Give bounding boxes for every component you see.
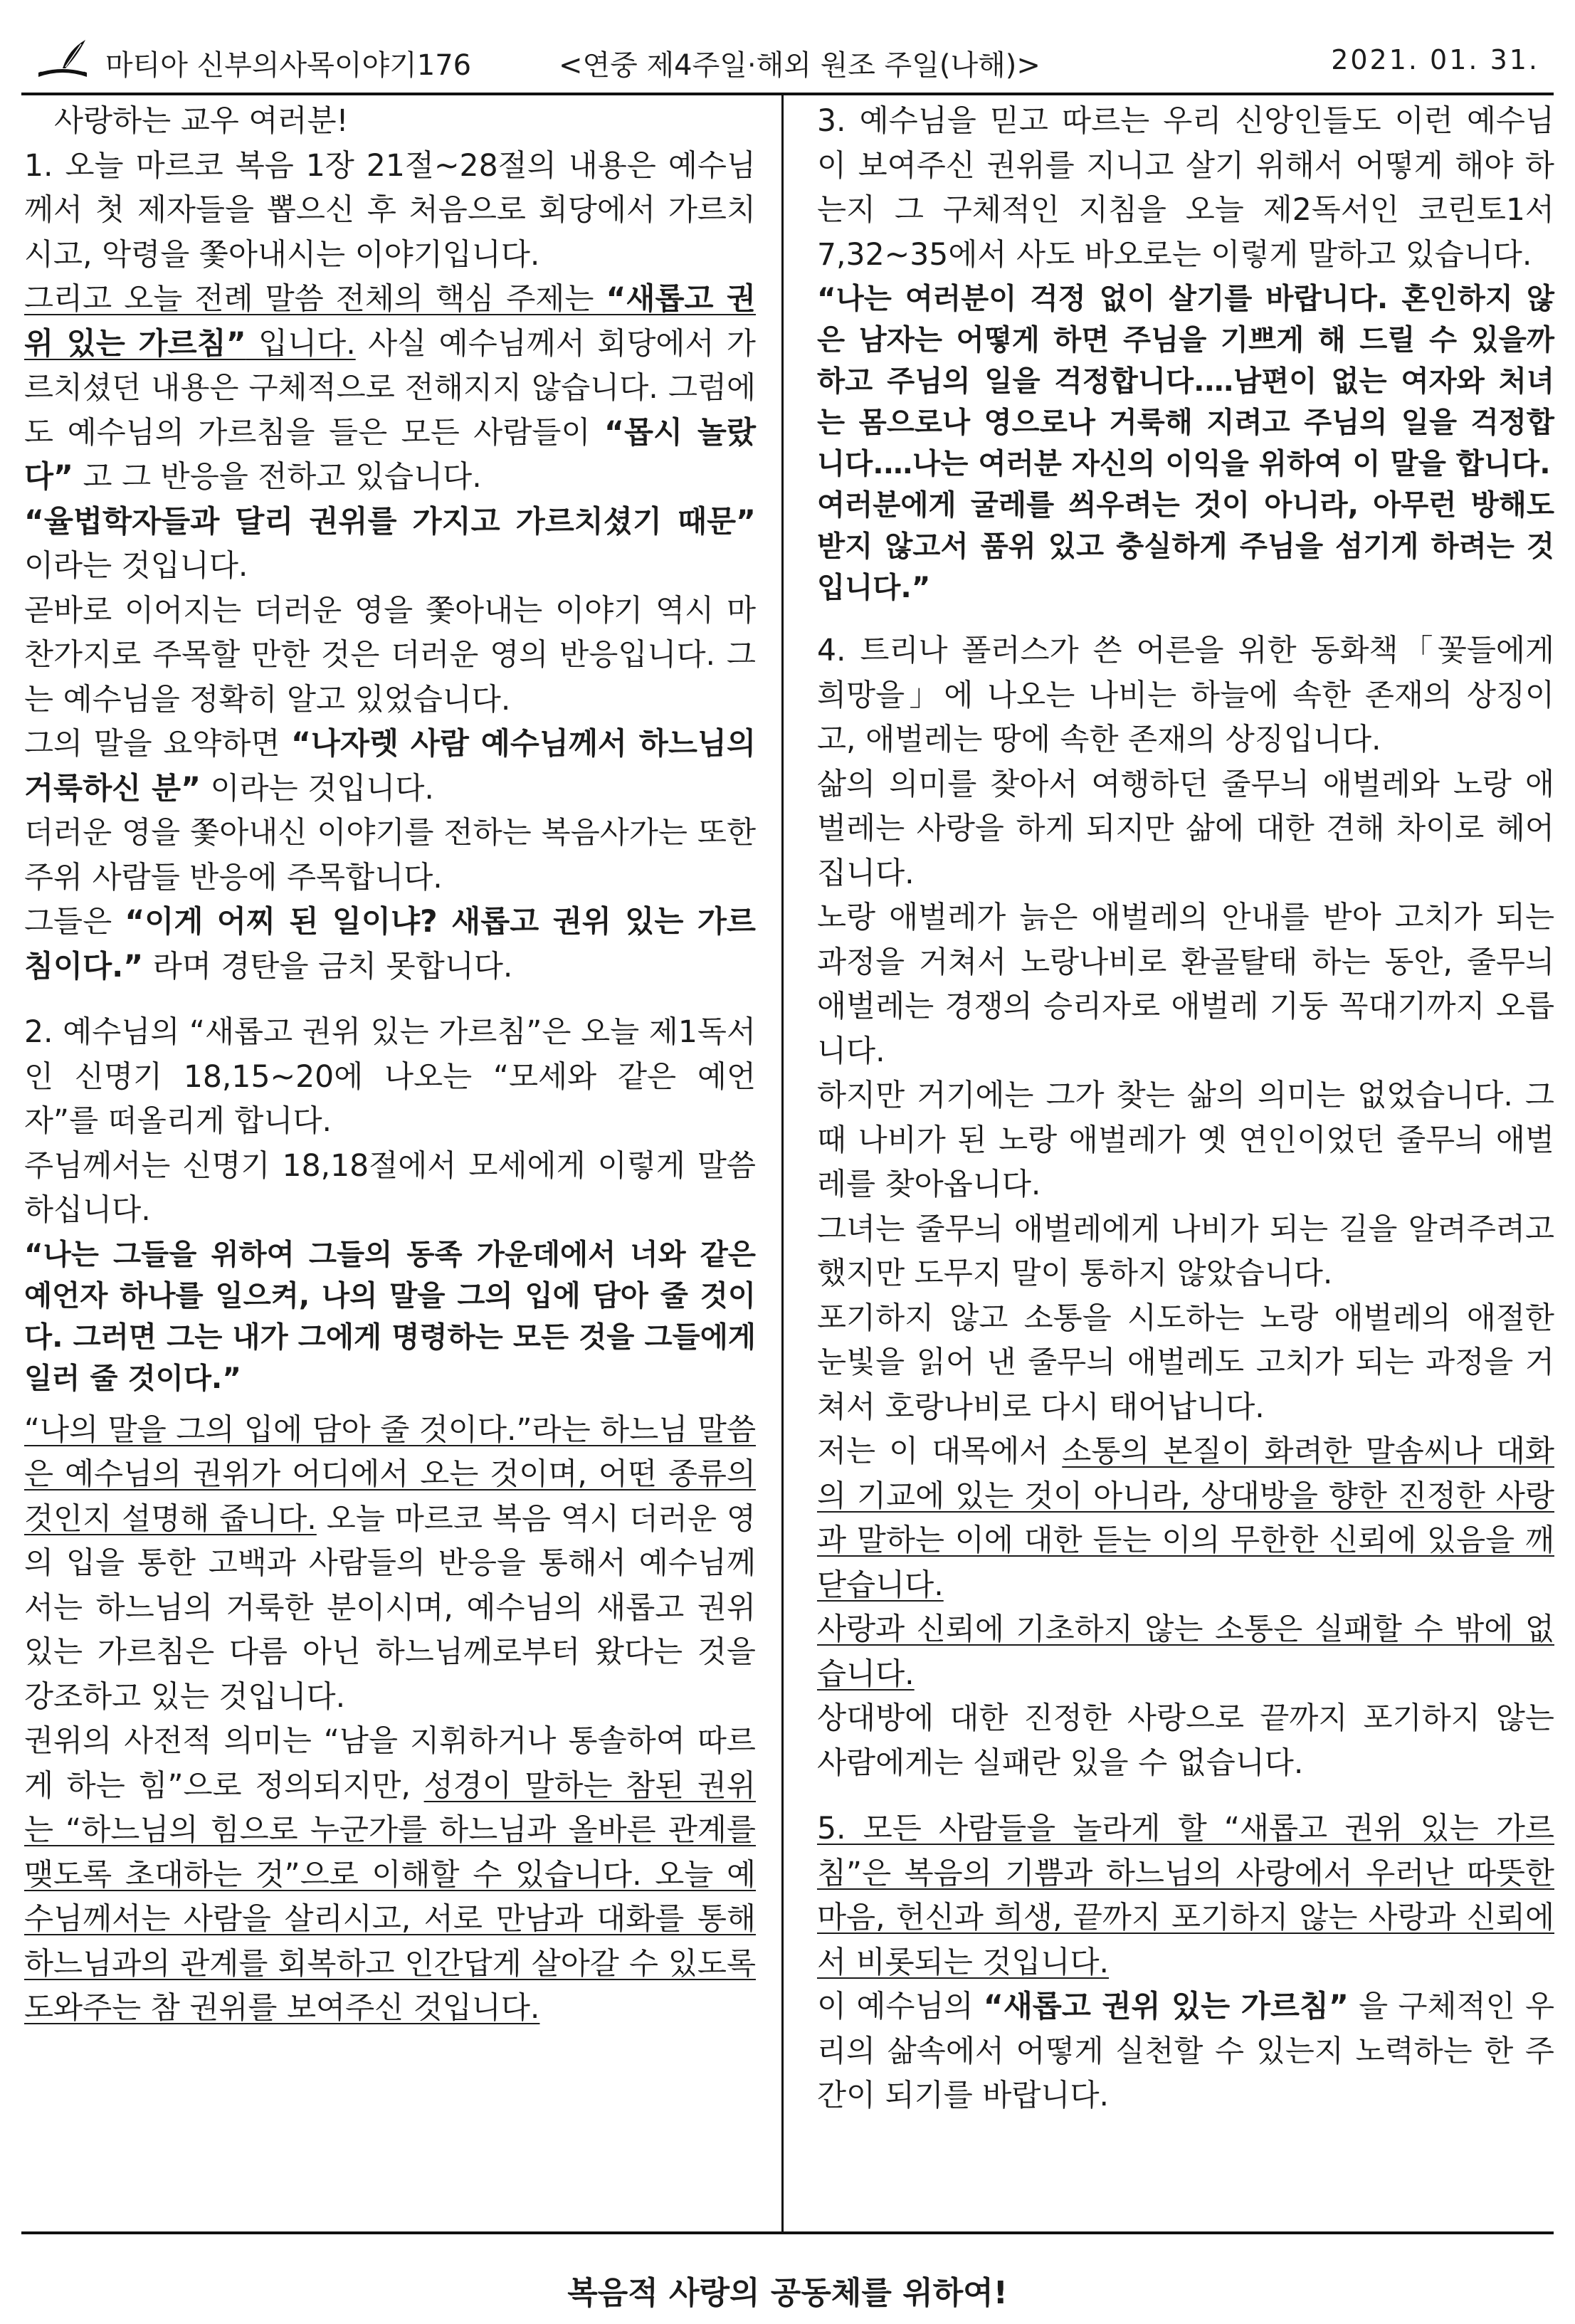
quill-book-icon — [34, 37, 91, 84]
bold-quote: “나자렛 사람 예수님께서 하느님의 거룩하신 분” — [24, 727, 756, 806]
body-text: 권위의 사전적 의미는 “남을 지휘하거나 통솔하여 따르게 하는 힘”으로 정의되지만, — [24, 1724, 756, 1804]
section-gap — [817, 608, 1554, 629]
paragraph-1d: 곧바로 이어지는 더러운 영을 쫓아내는 이야기 역시 마찬가지로 주목할 만한 것은 더러운 영의 반응입니다. 그는 예수님을 정확히 알고 있었습니다. — [24, 593, 756, 717]
footer-rule — [21, 2231, 1554, 2234]
paragraph-4d: 하지만 거기에는 그가 찾는 삶의 의미는 없었습니다. 그때 나비가 된 노랑 애벌레가 옛 연인이었던 줄무늬 애벌레를 찾아옵니다. — [817, 1078, 1554, 1202]
body-text: 이 예수님의 — [817, 1989, 984, 2024]
underlined-text: 성경이 말하는 참된 권위는 “하느님의 힘으로 누군가를 하느님과 올바른 관계를 맺도록 초대하는 것”으로 이해할 수 있습니다. 오늘 예수님께서는 사람을 살리시고, 서로 만남과 대화를 통해 하느님과의 관계를 회복하고 인간답게 살아갈 수 있도록 도와주는 참 권위를 보여주신 것입니다. — [24, 1768, 756, 2026]
paragraph-2b: 주님께서는 신명기 18,18절에서 모세에게 이렇게 말씀하십니다. — [24, 1148, 756, 1228]
underlined-text: “나의 말을 그의 입에 담아 줄 것이다.”라는 하느님 말씀은 예수님의 권위가 어디에서 오는 것이며, 어떤 종류의 것인지 설명해 줍니다. — [24, 1412, 756, 1537]
page-header — [21, 41, 1554, 85]
issue-date: 2021. 01. 31. — [1331, 44, 1539, 75]
paragraph-4a: 4. 트리나 폴러스가 쓴 어른을 위한 동화책「꽃들에게 희망을」에 나오는 나비는 하늘에 속한 존재의 상징이고, 애벌레는 땅에 속한 존재의 상징입니다. — [817, 633, 1554, 757]
header-rule — [21, 93, 1554, 95]
liturgical-occasion: <연중 제4주일·해외 원조 주일(나해)> — [559, 49, 1041, 82]
paragraph-1g — [24, 900, 756, 989]
paragraph-4b: 삶의 의미를 찾아서 여행하던 줄무늬 애벌레와 노랑 애벌레는 사랑을 하게 되지만 삶에 대한 견해 차이로 헤어집니다. — [817, 767, 1554, 891]
underlined-text: 입니다. — [246, 326, 356, 362]
paragraph-4c: 노랑 애벌레가 늙은 애벌레의 안내를 받아 고치가 되는 과정을 거쳐서 노랑나비로 환골탈태 하는 동안, 줄무늬 애벌레는 경쟁의 승리자로 애벌레 기둥 꼭대기까지 오릅니다. — [817, 900, 1554, 1069]
section-gap — [24, 989, 756, 1011]
bold-quote: “이게 어찌 된 일이냐? 새롭고 권위 있는 가르침이다.” — [24, 905, 756, 984]
paragraph-4i: 상대방에 대한 진정한 사랑으로 끝까지 포기하지 않는 사람에게는 실패란 있을 수 없습니다. — [817, 1701, 1554, 1781]
paragraph-3a: 3. 예수님을 믿고 따르는 우리 신앙인들도 이런 예수님이 보여주신 권위를 지니고 살기 위해서 어떻게 해야 하는지 그 구체적인 지침을 오늘 제2독서인 코린토1서 7,32~35에서 사도 바오로는 이렇게 말하고 있습니다. — [817, 104, 1554, 273]
body-text: 그의 말을 요약하면 — [24, 727, 291, 762]
body-text: 라며 경탄을 금치 못합니다. — [143, 949, 513, 984]
bold-quote: “새롭고 권위 있는 가르침” — [983, 1989, 1349, 2024]
paragraph-1c — [24, 500, 756, 589]
scripture-quote: 여러분에게 굴레를 씌우려는 것이 아니라, 아무런 방해도 받지 않고서 품위 있고 충실하게 주님을 섬기게 하려는 것입니다.” — [817, 488, 1554, 604]
paragraph-1b — [24, 278, 756, 500]
paragraph-1f: 더러운 영을 쫓아내신 이야기를 전하는 복음사가는 또한 주위 사람들 반응에 주목합니다. — [24, 816, 756, 895]
body-text: 이라는 것입니다. — [201, 771, 434, 806]
paragraph-5a: 5. 모든 사람들을 놀라게 할 “새롭고 권위 있는 가르침”은 복음의 기쁨과 하느님의 사랑에서 우러난 따뜻한 마음, 헌신과 희생, 끝까지 포기하지 않는 사랑과 신뢰에서 비롯되는 것입니다. — [817, 1812, 1554, 1980]
paragraph-5b — [817, 1985, 1554, 2119]
body-text: 사실 예수님께서 회당에서 가르치셨던 내용은 구체적으로 전해지지 않습니다. 그럼에도 예수님의 가르침을 들은 모든 사람들이 — [24, 326, 756, 451]
section-gap — [24, 1399, 756, 1409]
right-column — [817, 100, 1554, 2119]
paragraph-4h: 사랑과 신뢰에 기초하지 않는 소통은 실패할 수 밖에 없습니다. — [817, 1612, 1554, 1692]
series-title: 마티아 신부의사목이야기176 — [105, 49, 472, 82]
body-text: 그들은 — [24, 905, 125, 940]
bold-quote: “율법학자들과 달리 권위를 가지고 가르치셨기 때문” — [24, 504, 756, 540]
underlined-text: 그리고 오늘 전례 말씀 전체의 핵심 주제는 — [24, 282, 606, 317]
greeting: 사랑하는 교우 여러분! — [54, 104, 349, 139]
paragraph-2a: 2. 예수님의 “새롭고 권위 있는 가르침”은 오늘 제1독서인 신명기 18,15~20에 나오는 “모세와 같은 예언자”를 떠올리게 합니다. — [24, 1015, 756, 1139]
bold-quote: “몹시 놀랐다” — [24, 415, 757, 495]
scripture-quote: “나는 그들을 위하여 그들의 동족 가운데에서 너와 같은 예언자 하나를 일으켜, 나의 말을 그의 입에 담아 줄 것이다. 그러면 그는 내가 그에게 명령하는 모든 것을 그들에게 일러 줄 것이다.” — [24, 1236, 757, 1395]
paragraph-4g — [817, 1430, 1554, 1608]
key-phrase: “새롭고 권위 있는 가르침” — [24, 282, 756, 362]
scripture-quote: “나는 여러분이 걱정 없이 살기를 바랍니다. 혼인하지 않은 남자는 어떻게 하면 주님을 기쁘게 해 드릴 수 있을까 하고 주님의 일을 걱정합니다.…남편이 없는 여자와 처녀는 몸으로나 영으로나 거룩해 지려고 주님의 일을 걱정합니다.…나는 여러분 자신의 이익을 위하여 이 말을 합니다. — [817, 281, 1554, 480]
body-text: 이라는 것입니다. — [24, 549, 248, 584]
column-divider — [781, 95, 784, 2231]
left-column — [24, 100, 756, 2031]
paragraph-4e: 그녀는 줄무늬 애벌레에게 나비가 되는 길을 알려주려고 했지만 도무지 말이 통하지 않았습니다. — [817, 1211, 1554, 1291]
body-text: 고 그 반응을 전하고 있습니다. — [73, 460, 482, 495]
paragraph-2d — [24, 1720, 756, 2031]
body-text: 을 구체적인 우리의 삶속에서 어떻게 실천할 수 있는지 노력하는 한 주간이 되기를 바랍니다. — [817, 1989, 1555, 2113]
paragraph-1e — [24, 722, 756, 811]
body-text: 저는 이 대목에서 — [817, 1434, 1063, 1469]
paragraph-4f: 포기하지 않고 소통을 시도하는 노랑 애벌레의 애절한 눈빛을 읽어 낸 줄무늬 애벌레도 고치가 되는 과정을 거쳐서 호랑나비로 다시 태어납니다. — [817, 1300, 1554, 1425]
body-text: 오늘 마르코 복음 역시 더러운 영의 입을 통한 고백과 사람들의 반응을 통해서 예수님께서는 하느님의 거룩한 분이시며, 예수님의 새롭고 권위 있는 가르침은 다름 아닌 하느님께로부터 왔다는 것을 강조하고 있는 것입니다. — [24, 1501, 756, 1715]
paragraph-2c — [24, 1409, 756, 1720]
paragraph-1a: 1. 오늘 마르코 복음 1장 21절~28절의 내용은 예수님께서 첫 제자들을 뽑으신 후 처음으로 회당에서 가르치시고, 악령을 쫓아내시는 이야기입니다. — [24, 148, 756, 273]
section-gap — [817, 1786, 1554, 1807]
underlined-text: 소통의 본질이 화려한 말솜씨나 대화의 기교에 있는 것이 아니라, 상대방을 향한 진정한 사랑과 말하는 이에 대한 듣는 이의 무한한 신뢰에 있음을 깨닫습니다. — [817, 1434, 1554, 1603]
footer-motto: 복음적 사랑의 공동체를 위하여! — [567, 2275, 1008, 2311]
